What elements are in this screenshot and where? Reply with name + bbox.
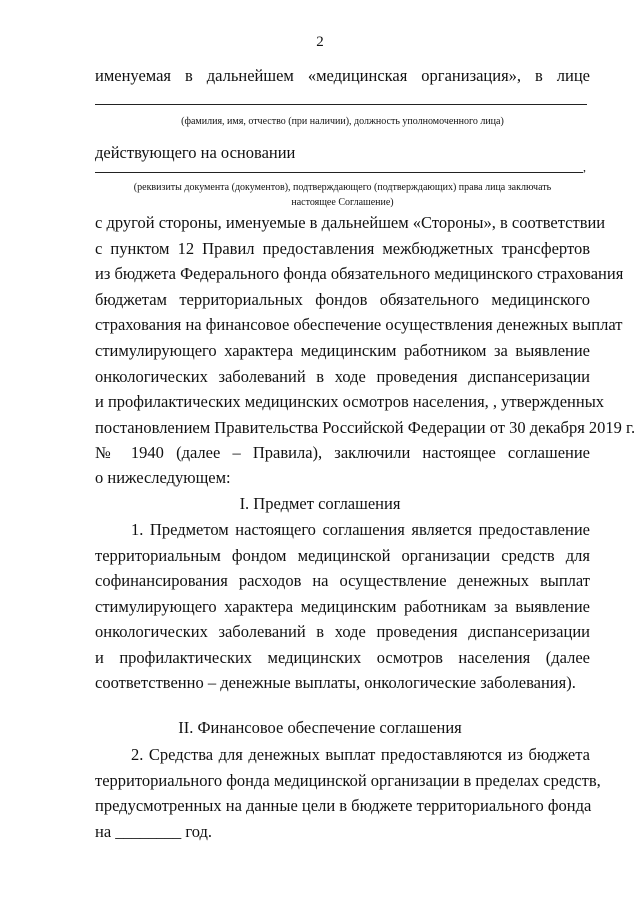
preamble-line: постановлением Правительства Российской Федерации от 30 декабря 2019 г.: [95, 418, 636, 437]
preamble-line: с другой стороны, именуемые в дальнейшем «Стороны», в соответствии: [95, 213, 606, 232]
preamble-line-last: о нижеследующем:: [95, 468, 231, 487]
preamble-line: бюджетам территориальных фондов обязательного медицинского: [95, 290, 590, 309]
section-1-title: I. Предмет соглашения: [239, 494, 401, 513]
page-number: 2: [316, 34, 324, 50]
section-1-line: онкологических заболеваний в ходе проведения диспансеризации: [95, 622, 590, 641]
preamble-line: с пунктом 12 Правил предоставления межбюджетных трансфертов: [95, 239, 590, 258]
preamble-line: онкологических заболеваний в ходе проведения диспансеризации: [95, 367, 590, 386]
fill-line-comma: ,: [583, 160, 586, 174]
section-2-line: предусмотренных на данные цели в бюджете территориального фонда: [95, 796, 592, 815]
preamble-line: из бюджета Федерального фонда обязательного медицинского страхования: [95, 264, 624, 283]
section-2-line: 2. Средства для денежных выплат предоставляются из бюджета: [131, 745, 590, 764]
section-2-title: II. Финансовое обеспечение соглашения: [178, 718, 462, 737]
section-1-line-last: соответственно – денежные выплаты, онкологические заболевания).: [95, 673, 576, 692]
section-1-line: и профилактических медицинских осмотров населения (далее: [95, 648, 590, 667]
preamble-line: страхования на финансовое обеспечение осуществления денежных выплат: [95, 315, 623, 334]
preamble-line: стимулирующего характера медицинским работником за выявление: [95, 341, 590, 360]
section-1-line: стимулирующего характера медицинским работникам за выявление: [95, 597, 590, 616]
preamble-line: и профилактических медицинских осмотров населения, , утвержденных: [95, 392, 605, 411]
section-1-line: 1. Предметом настоящего соглашения является предоставление: [131, 520, 590, 539]
preamble-line: № 1940 (далее – Правила), заключили настоящее соглашение: [95, 443, 590, 462]
header-line-1: именуемая в дальнейшем «медицинская организация», в лице: [95, 66, 590, 85]
section-1-line: территориальным фондом медицинской организации средств для: [95, 546, 590, 565]
caption-document-a: (реквизиты документа (документов), подтверждающего (подтверждающих) права лица заключать: [133, 182, 552, 193]
caption-name: (фамилия, имя, отчество (при наличии), должность уполномоченного лица): [181, 116, 504, 127]
document-fill-line: [95, 172, 583, 173]
header-line-2: действующего на основании: [95, 143, 296, 162]
section-1-line: софинансирования расходов на осуществление денежных выплат: [95, 571, 590, 590]
caption-document-b: настоящее Соглашение): [291, 197, 394, 208]
section-2-line-last: на ________ год.: [95, 822, 213, 841]
section-2-line: территориального фонда медицинской организации в пределах средств,: [95, 771, 601, 790]
name-fill-line: [95, 104, 587, 105]
